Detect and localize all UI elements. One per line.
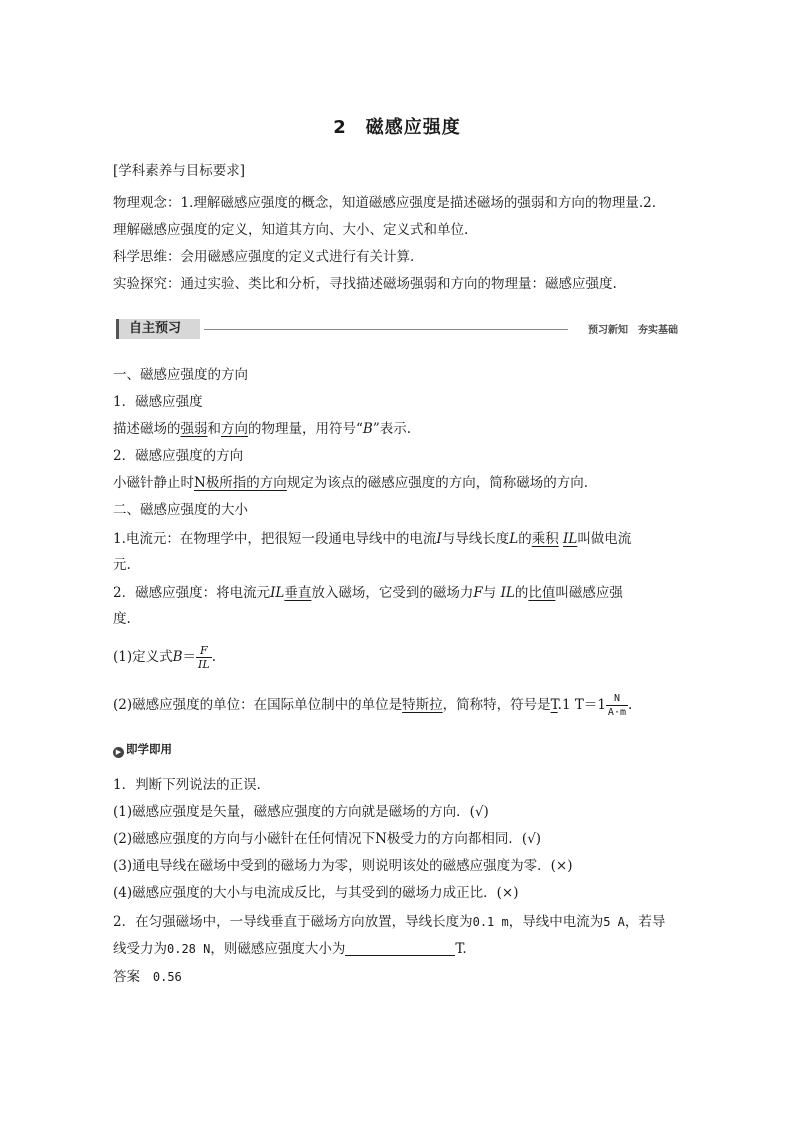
- blank-answer: IL: [563, 531, 578, 547]
- play-icon: ▶: [113, 747, 124, 758]
- definition-formula: (1)定义式B＝ $\frac{F}{IL}$ .: [113, 644, 216, 671]
- requirements-line-4: 实验探究：通过实验、类比和分析，寻找描述磁场强弱和方向的物理量：磁感应强度.: [113, 276, 617, 292]
- heading-magnitude: 二、磁感应强度的大小: [113, 502, 248, 518]
- answer: 答案 0.56: [113, 969, 182, 985]
- heading-direction: 一、磁感应强度的方向: [113, 367, 248, 383]
- item-1-title: 1．磁感应强度: [113, 394, 203, 410]
- formula-fraction: $\frac{F}{IL}$: [198, 644, 210, 671]
- practice-header: ▶ 即学即用: [113, 741, 172, 758]
- banner-rule: [204, 329, 568, 330]
- statement-4: (4)磁感应强度的大小与电流成反比，与其受到的磁场力成正比．(×): [113, 885, 519, 901]
- blank-answer: 特斯拉: [402, 697, 443, 713]
- page-title: 2 磁感应强度: [333, 117, 461, 138]
- question-2-cont: 线受力为0.28 N，则磁感应强度大小为 T.: [113, 941, 467, 957]
- section-banner: [116, 317, 678, 341]
- statement-2: (2)磁感应强度的方向与小磁针在任何情况下N极受力的方向都相同．(√): [113, 831, 542, 847]
- banner-side-text: 预习新知 夯实基础: [588, 325, 678, 336]
- blank-answer: 强弱: [180, 421, 208, 437]
- blank-answer: 乘积: [531, 531, 559, 547]
- blank-answer: 比值: [528, 585, 556, 601]
- item-1-text: 描述磁场的强弱和方向的物理量，用符号“B”表示.: [113, 421, 412, 437]
- unit-text: (2)磁感应强度的单位：在国际单位制中的单位是特斯拉，简称特，符号是T.1 T＝1 $\frac{N}{A\cdot m}$ .: [113, 693, 633, 718]
- item-2-text: 小磁针静止时N极所指的方向规定为该点的磁感应强度的方向，简称磁场的方向.: [113, 475, 589, 491]
- statement-3: (3)通电导线在磁场中受到的磁场力为零，则说明该处的磁感应强度为零．(×): [113, 858, 573, 874]
- answer-blank: [345, 940, 455, 956]
- requirements-line-3: 科学思维：会用磁感应强度的定义式进行有关计算.: [113, 249, 415, 265]
- blank-answer: 方向: [221, 421, 248, 437]
- item-3-text-cont: 元.: [113, 557, 131, 573]
- item-4-text: 2．磁感应强度：将电流元IL垂直放入磁场，它受到的磁场力F与 IL的比值叫磁感应强: [113, 585, 623, 601]
- blank-answer: 垂直: [284, 585, 312, 601]
- requirements-header: [学科素养与目标要求]: [113, 163, 246, 179]
- question-2: 2．在匀强磁场中，一导线垂直于磁场方向放置，导线长度为0.1 m，导线中电流为5 A，若导: [113, 914, 666, 930]
- unit-fraction: $\frac{N}{A\cdot m}$: [607, 693, 626, 718]
- question-1: 1．判断下列说法的正误．: [113, 777, 271, 793]
- requirements-line-1: 物理观念：1.理解磁感应强度的概念，知道磁感应强度是描述磁场的强弱和方向的物理量.2.: [113, 195, 657, 211]
- blank-answer: T: [550, 697, 558, 713]
- item-3-text: 1.电流元：在物理学中，把很短一段通电导线中的电流I与导线长度L的乘积 IL叫做电流: [113, 531, 632, 547]
- item-2-title: 2．磁感应强度的方向: [113, 448, 244, 464]
- item-4-text-cont: 度.: [113, 611, 131, 627]
- banner-label: 自主预习: [116, 319, 200, 339]
- requirements-line-2: 理解磁感应强度的定义，知道其方向、大小、定义式和单位.: [113, 222, 469, 238]
- blank-answer: N极所指的方向: [194, 475, 287, 491]
- statement-1: (1)磁感应强度是矢量，磁感应强度的方向就是磁场的方向．(√): [113, 804, 489, 820]
